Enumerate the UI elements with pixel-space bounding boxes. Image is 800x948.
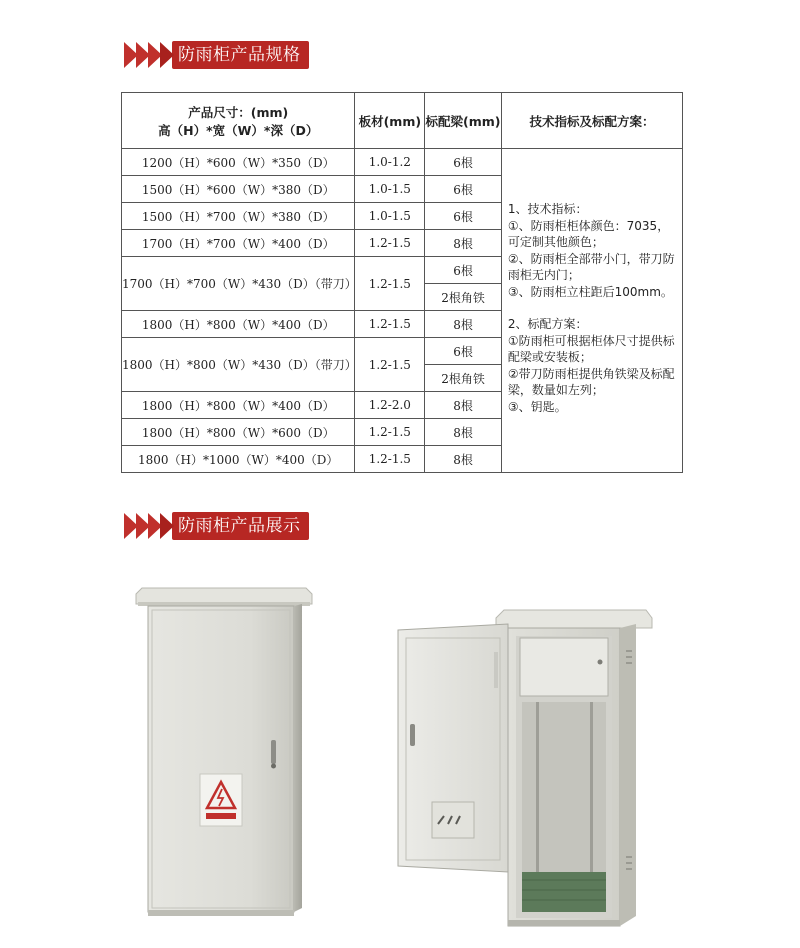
cell-beam: 6根 <box>425 149 502 176</box>
specs-section-header <box>124 41 309 69</box>
cell-beam: 8根 <box>425 446 502 473</box>
cell-size: 1500（H）*600（W）*380（D） <box>122 176 355 203</box>
header-size <box>122 93 355 149</box>
cell-beam: 8根 <box>425 419 502 446</box>
cell-size: 1700（H）*700（W）*430（D）（带刀） <box>122 257 355 311</box>
tech-line: ③、钥匙。 <box>507 399 567 414</box>
cell-size: 1800（H）*800（W）*400（D） <box>122 311 355 338</box>
tech-line: ②、防雨柜全部带小门，带刀防雨柜无内门； <box>507 251 675 282</box>
header-size-line2: 高（H）*宽（W）*深（D） <box>158 122 319 138</box>
tech-line: ③、防雨柜立柱距后100mm。 <box>507 284 673 299</box>
tech-line: 2、标配方案： <box>507 317 588 331</box>
cell-beam: 8根 <box>425 230 502 257</box>
cell-beam: 6根 <box>425 338 502 365</box>
cell-material: 1.2-1.5 <box>355 446 425 473</box>
header-size-line1: 产品尺寸：(mm) <box>188 104 289 120</box>
specs-section-title: 防雨柜产品规格 <box>172 41 309 69</box>
header-beam: 标配梁(mm) <box>425 93 502 149</box>
cell-material: 1.0-1.5 <box>355 176 425 203</box>
closed-cabinet-photo <box>134 584 314 920</box>
cell-material: 1.2-1.5 <box>355 257 425 311</box>
tech-line: 1、技术指标： <box>507 202 588 216</box>
cabinet-closed-icon <box>134 584 314 920</box>
tech-line: ①防雨柜可根据柜体尺寸提供标配梁或安装板； <box>507 333 675 364</box>
cell-material: 1.0-1.2 <box>355 149 425 176</box>
cell-beam: 8根 <box>425 311 502 338</box>
cell-beam-extra: 2根角铁 <box>425 365 502 392</box>
cell-material: 1.2-1.5 <box>355 338 425 392</box>
cell-beam-extra: 2根角铁 <box>425 284 502 311</box>
display-section-header <box>124 512 309 540</box>
cell-size: 1200（H）*600（W）*350（D） <box>122 149 355 176</box>
cell-beam: 8根 <box>425 392 502 419</box>
header-tech: 技术指标及标配方案： <box>501 93 682 149</box>
cell-material: 1.2-1.5 <box>355 419 425 446</box>
cabinet-open-icon <box>396 604 658 930</box>
cell-beam: 6根 <box>425 176 502 203</box>
header-material: 板材(mm) <box>355 93 425 149</box>
tech-line: ①、防雨柜柜体颜色：7035，可定制其他颜色； <box>507 218 670 249</box>
tech-spec-cell <box>501 149 682 473</box>
cell-material: 1.0-1.5 <box>355 203 425 230</box>
chevron-arrows-icon <box>124 41 172 69</box>
cell-beam: 6根 <box>425 203 502 230</box>
table-header-row <box>122 93 683 149</box>
cell-material: 1.2-2.0 <box>355 392 425 419</box>
table-row <box>122 149 683 176</box>
cell-size: 1700（H）*700（W）*400（D） <box>122 230 355 257</box>
chevron-arrows-icon <box>124 512 172 540</box>
cell-material: 1.2-1.5 <box>355 311 425 338</box>
cell-beam: 6根 <box>425 257 502 284</box>
cell-size: 1800（H）*1000（W）*400（D） <box>122 446 355 473</box>
cell-size: 1800（H）*800（W）*430（D）（带刀） <box>122 338 355 392</box>
cell-size: 1500（H）*700（W）*380（D） <box>122 203 355 230</box>
tech-line: ②带刀防雨柜提供角铁梁及标配梁，数量如左列； <box>507 366 675 397</box>
spec-table <box>121 92 683 473</box>
display-section-title: 防雨柜产品展示 <box>172 512 309 540</box>
cell-size: 1800（H）*800（W）*600（D） <box>122 419 355 446</box>
cell-size: 1800（H）*800（W）*400（D） <box>122 392 355 419</box>
open-cabinet-photo <box>396 604 658 930</box>
cell-material: 1.2-1.5 <box>355 230 425 257</box>
